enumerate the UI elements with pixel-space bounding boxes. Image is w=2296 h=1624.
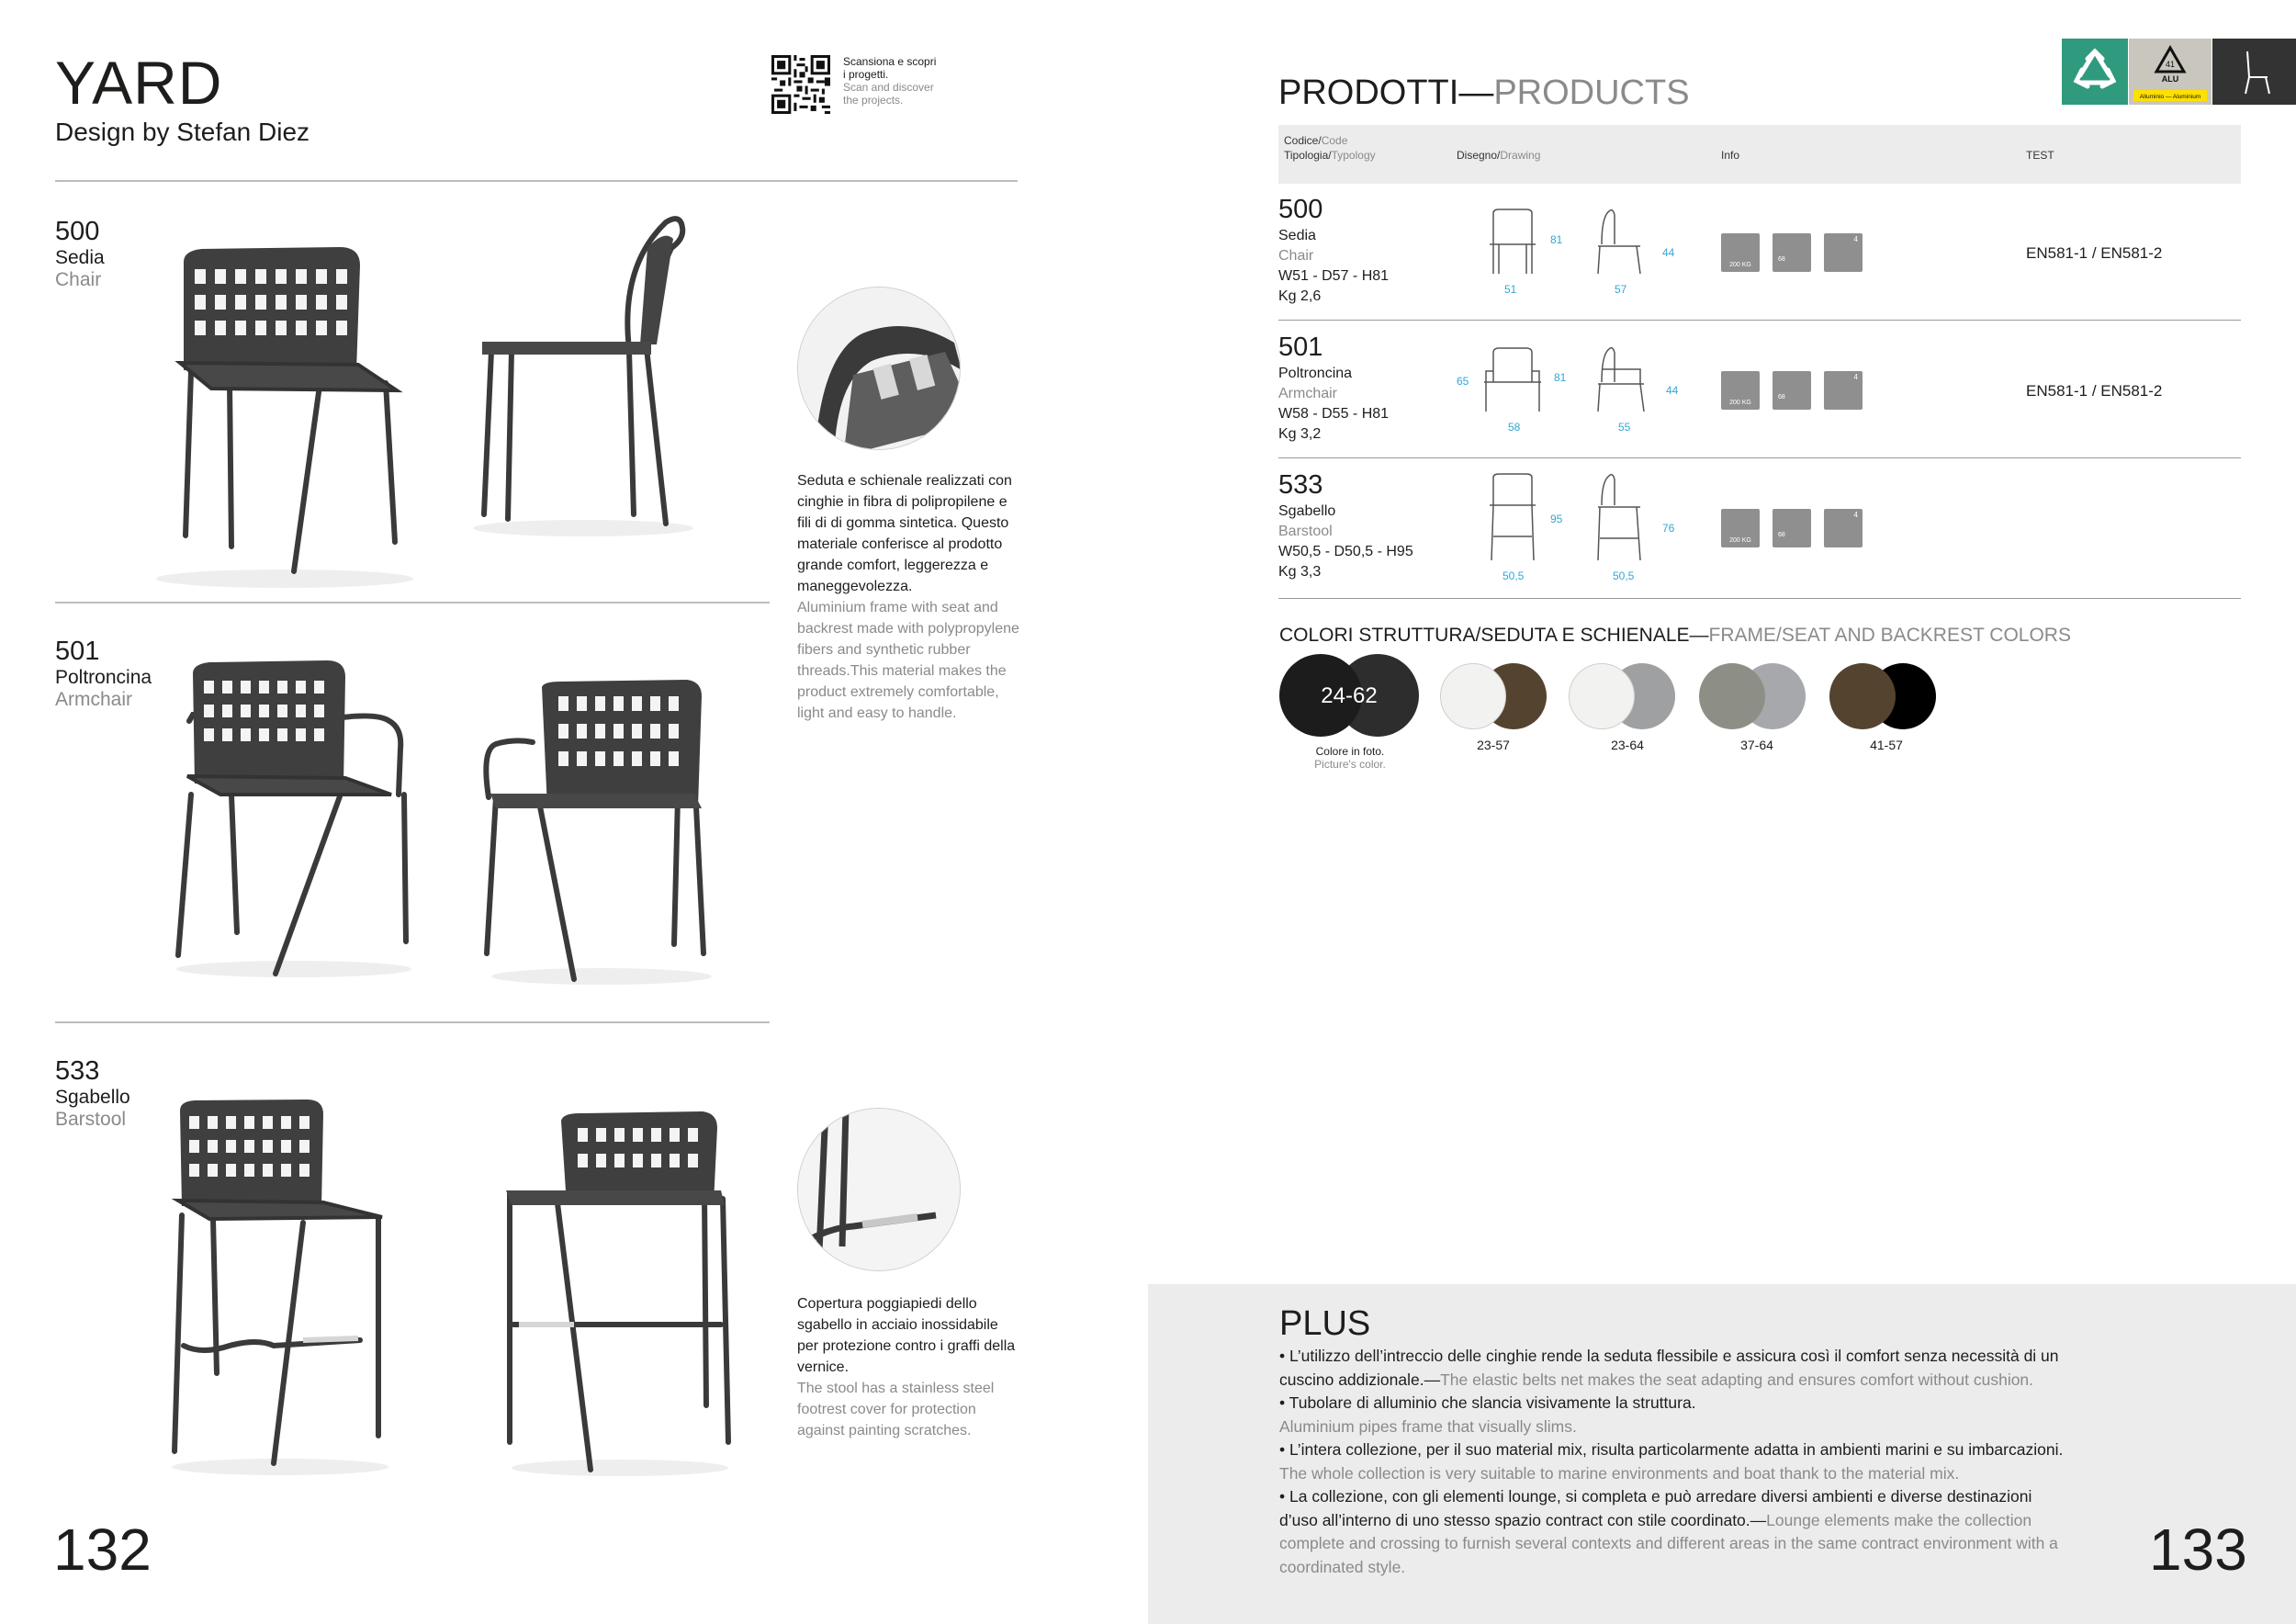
recycle-icon xyxy=(2062,39,2128,105)
height-dimension: 81 xyxy=(1554,371,1567,384)
plus-bullet-1-en: The elastic belts net makes the seat adapting and ensures comfort without cushion. xyxy=(1440,1370,2034,1389)
row-name-en: Barstool xyxy=(1278,524,1333,539)
header-code-it: Codice/ xyxy=(1284,134,1322,147)
plus-bullet-4-it: • La collezione, con gli elementi lounge, si completa e può arredare diversi ambienti e diverse destinazioni d’uso all’interno di uno stesso spazio contract con stile coordinato. xyxy=(1279,1487,2032,1529)
height-dimension: 81 xyxy=(1550,233,1563,246)
stackable-icon xyxy=(1824,371,1863,410)
uv-resistance-icon xyxy=(1773,509,1811,547)
stackable-icon xyxy=(1824,509,1863,547)
outdoor-chair-badge xyxy=(2212,39,2296,105)
colors-title-en: FRAME/SEAT AND BACKREST COLORS xyxy=(1708,625,2071,646)
stack-label: 4 xyxy=(1853,373,1858,381)
plus-title: PLUS xyxy=(1279,1304,1371,1343)
row-test: EN581-1 / EN581-2 xyxy=(2026,244,2163,262)
header-drawing-it: Disegno/ xyxy=(1457,149,1501,162)
colors-title xyxy=(1279,625,2071,647)
plus-bullet-4-sep: — xyxy=(1750,1510,1767,1529)
width-dimension: 50,5 xyxy=(1503,570,1525,582)
row-code: 533 xyxy=(1278,470,1323,500)
header-code-en: Code xyxy=(1321,134,1348,147)
header-typology xyxy=(1284,149,1376,162)
material-description xyxy=(797,470,1022,724)
divider xyxy=(1278,598,2241,599)
plus-bullet-2-en: Aluminium pipes frame that visually slims. xyxy=(1279,1416,1577,1436)
product-500-label xyxy=(55,217,105,291)
footrest-detail-image xyxy=(797,1108,961,1271)
barstool-back-image xyxy=(501,1111,739,1479)
color-code: 37-64 xyxy=(1740,738,1773,752)
row-code: 500 xyxy=(1278,195,1323,224)
footrest-description xyxy=(797,1293,1022,1441)
row-code: 501 xyxy=(1278,333,1323,362)
row-dimensions: W58 - D55 - H81 xyxy=(1278,406,1390,422)
row-name-it: Sgabello xyxy=(1278,503,1336,519)
divider xyxy=(1278,457,2241,458)
side-drawing xyxy=(1594,208,1649,277)
color-swatch[interactable] xyxy=(1829,663,1936,729)
barstool-front-image xyxy=(165,1098,395,1479)
chair-side-image xyxy=(464,211,703,542)
row-dimensions: W50,5 - D50,5 - H95 xyxy=(1278,544,1413,559)
products-heading-it: PRODOTTI xyxy=(1278,73,1459,112)
header-drawing-en: Drawing xyxy=(1500,149,1541,162)
row-test: EN581-1 / EN581-2 xyxy=(2026,382,2163,400)
qr-caption-en-1: Scan and discover xyxy=(843,81,934,94)
seat-height-dimension: 76 xyxy=(1662,522,1675,535)
divider xyxy=(55,180,1018,182)
width-dimension: 51 xyxy=(1504,283,1517,296)
plus-bullet-4 xyxy=(1279,1485,2071,1579)
row-details xyxy=(1278,364,1389,445)
alu-number: 41 xyxy=(2165,60,2176,69)
divider xyxy=(1278,320,2241,321)
plus-bullet-4-en: Lounge elements make the collection complete and crossing to furnish several contexts and different areas in the same contract environment with a coordinated style. xyxy=(1279,1510,2058,1576)
header-info: Info xyxy=(1721,149,1740,162)
uv-resistance-icon xyxy=(1773,371,1811,410)
qr-caption-it-1: Scansiona e scopri xyxy=(843,55,937,68)
stackable-icon xyxy=(1824,233,1863,272)
height-dimension: 95 xyxy=(1550,513,1563,525)
color-code: 41-57 xyxy=(1870,738,1903,752)
swatch-code-overlay: 24-62 xyxy=(1321,683,1378,708)
product-name-it: Sgabello xyxy=(55,1087,130,1108)
product-code: 501 xyxy=(55,637,100,666)
plus-text xyxy=(1279,1345,2071,1579)
load-capacity-icon xyxy=(1721,509,1760,547)
header-test: TEST xyxy=(2026,149,2054,162)
page-number-right: 133 xyxy=(2149,1517,2247,1583)
products-heading-sep: — xyxy=(1458,73,1494,112)
color-swatch[interactable] xyxy=(1699,663,1806,729)
side-drawing xyxy=(1594,472,1649,564)
armchair-front-image xyxy=(165,657,422,983)
qr-caption-it-2: i progetti. xyxy=(843,68,889,81)
seat-detail-image xyxy=(797,287,961,450)
product-name-en: Barstool xyxy=(55,1109,127,1130)
uv-label: 68 xyxy=(1778,256,1785,263)
load-label: 200 KG xyxy=(1729,537,1751,544)
plus-bullet-1 xyxy=(1279,1345,2071,1392)
front-drawing xyxy=(1486,472,1541,564)
footrest-description-it: Copertura poggiapiedi dello sgabello in acciaio inossidabile per protezione contro i graffi della vernice. xyxy=(797,1296,1016,1375)
color-swatch[interactable] xyxy=(1279,654,1419,739)
product-name-it: Poltroncina xyxy=(55,667,152,688)
row-dimensions: W51 - D57 - H81 xyxy=(1278,268,1390,284)
load-capacity-icon xyxy=(1721,233,1760,272)
qr-code-icon[interactable] xyxy=(771,55,830,114)
load-label: 200 KG xyxy=(1729,400,1751,406)
depth-dimension: 57 xyxy=(1615,283,1627,296)
row-name-en: Armchair xyxy=(1278,386,1338,401)
seat-height-dimension: 44 xyxy=(1666,384,1679,397)
qr-caption xyxy=(843,55,953,107)
chair-front-image xyxy=(147,234,422,592)
footrest-description-en: The stool has a stainless steel footrest cover for protection against painting scratches. xyxy=(797,1381,995,1438)
material-description-en: Aluminium frame with seat and backrest made with polypropylene fibers and synthetic rubber threads.This material makes the product extremely comfortable, light and easy to handle. xyxy=(797,600,1019,721)
color-swatch[interactable] xyxy=(1569,663,1675,729)
row-weight: Kg 2,6 xyxy=(1278,288,1322,304)
page-number-left: 132 xyxy=(53,1517,152,1583)
alu-label: ALU xyxy=(2161,74,2179,84)
plus-bullet-3-it: • L’intera collezione, per il suo material mix, risulta particolarmente adatta in ambienti marini e su imbarcazioni. xyxy=(1279,1440,2064,1459)
product-code: 533 xyxy=(55,1056,100,1086)
row-weight: Kg 3,2 xyxy=(1278,426,1322,442)
swatch-circle-a xyxy=(1440,663,1506,729)
divider xyxy=(55,1021,770,1023)
width-dimension: 58 xyxy=(1508,421,1521,434)
load-capacity-icon xyxy=(1721,371,1760,410)
product-name-en: Chair xyxy=(55,269,102,290)
product-533-label xyxy=(55,1056,130,1131)
color-code: 23-64 xyxy=(1611,738,1644,752)
header-typology-it: Tipologia/ xyxy=(1284,149,1332,162)
color-note-en: Picture's color. xyxy=(1314,758,1386,771)
table-row xyxy=(1278,470,2241,597)
brand-title: YARD xyxy=(55,49,223,117)
color-swatch[interactable] xyxy=(1440,663,1547,729)
recyclable-badge xyxy=(2062,39,2128,105)
table-row xyxy=(1278,333,2241,459)
row-details xyxy=(1278,502,1413,582)
row-name-it: Sedia xyxy=(1278,228,1316,243)
uv-resistance-icon xyxy=(1773,233,1811,272)
aluminium-badge xyxy=(2129,39,2212,105)
swatch-circle-a xyxy=(1829,663,1896,729)
colors-title-it: COLORI STRUTTURA/SEDUTA E SCHIENALE xyxy=(1279,625,1690,646)
product-501-label xyxy=(55,637,152,711)
designer-credit: Design by Stefan Diez xyxy=(55,118,310,146)
header-drawing xyxy=(1457,149,1540,162)
seat-height-dimension: 44 xyxy=(1662,246,1675,259)
load-label: 200 KG xyxy=(1729,262,1751,268)
row-details xyxy=(1278,226,1389,307)
side-drawing xyxy=(1594,345,1655,415)
product-code: 500 xyxy=(55,217,100,246)
armchair-back-image xyxy=(478,678,726,990)
row-weight: Kg 3,3 xyxy=(1278,564,1322,580)
color-code: 23-57 xyxy=(1477,738,1510,752)
aluminium-recycle-icon xyxy=(2129,39,2212,105)
header-code xyxy=(1284,134,1347,147)
products-heading-en: PRODUCTS xyxy=(1493,73,1690,112)
row-name-en: Chair xyxy=(1278,248,1314,264)
stack-label: 4 xyxy=(1853,511,1858,519)
stack-label: 4 xyxy=(1853,235,1858,243)
depth-dimension: 50,5 xyxy=(1613,570,1635,582)
chair-icon xyxy=(2212,39,2296,105)
colors-title-sep: — xyxy=(1689,625,1709,646)
plus-bullet-2-it: • Tubolare di alluminio che slancia visivamente la struttura. xyxy=(1279,1393,1696,1412)
row-name-it: Poltroncina xyxy=(1278,366,1353,381)
front-drawing xyxy=(1482,345,1543,415)
product-name-it: Sedia xyxy=(55,247,105,268)
swatch-circle-a xyxy=(1699,663,1765,729)
product-name-en: Armchair xyxy=(55,689,133,710)
color-note-it: Colore in foto. xyxy=(1315,745,1385,758)
swatch-circle-a xyxy=(1569,663,1635,729)
plus-bullet-3-en: The whole collection is very suitable to marine environments and boat thank to the material mix. xyxy=(1279,1463,1960,1483)
plus-bullet-1-it: • L’utilizzo dell’intreccio delle cinghie rende la seduta flessibile e assicura così il comfort senza necessità di un cuscino addizionale. xyxy=(1279,1347,2059,1389)
products-heading xyxy=(1278,73,1690,113)
depth-dimension: 55 xyxy=(1618,421,1631,434)
table-header xyxy=(1278,125,2241,184)
table-row xyxy=(1278,195,2241,321)
uv-label: 68 xyxy=(1778,532,1785,538)
uv-label: 68 xyxy=(1778,394,1785,400)
header-typology-en: Typology xyxy=(1331,149,1376,162)
plus-bullet-1-sep: — xyxy=(1424,1370,1441,1389)
divider xyxy=(55,602,770,603)
arm-height-dimension: 65 xyxy=(1457,375,1469,388)
material-description-it: Seduta e schienale realizzati con cinghie in fibra di polipropilene e fili di di gomma sintetica. Questo materiale conferisce al prodotto grande comfort, leggerezza e maneggevolezza. xyxy=(797,473,1012,594)
alu-band-label: Alluminio — Aluminium xyxy=(2139,94,2201,100)
qr-caption-en-2: the projects. xyxy=(843,94,904,107)
front-drawing xyxy=(1486,208,1541,277)
